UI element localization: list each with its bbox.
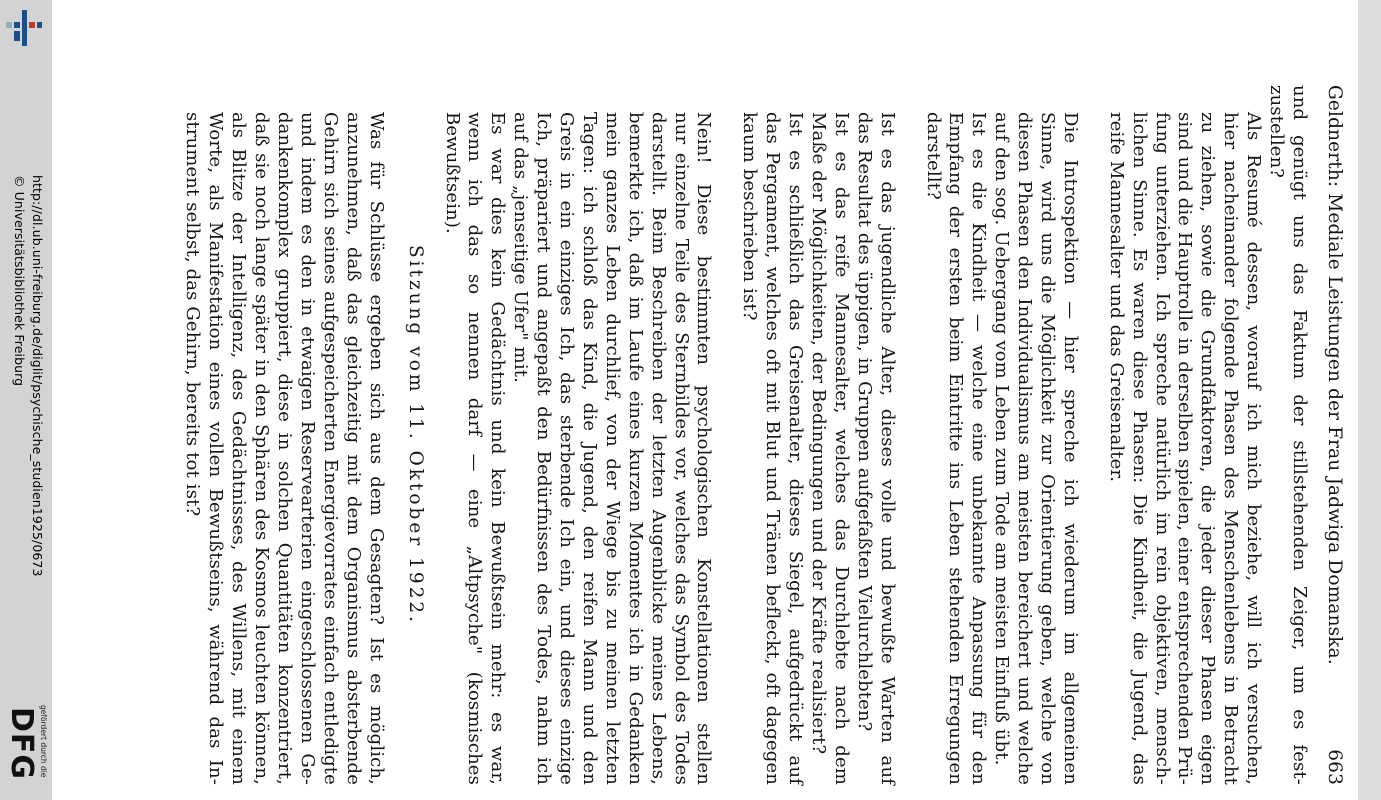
text-line: anzunehmen, daß das gleichzeitig mit dem Organismus absterbende	[342, 112, 364, 785]
paragraph	[1104, 85, 1264, 785]
text-line: daß sie noch lange später in den Sphären des Kosmos leuchten können,	[251, 112, 273, 785]
dfg-logo-text: DFG	[4, 707, 39, 781]
source-url[interactable]	[6, 175, 46, 645]
text-line: mein ganzes Leben durchlief, von der Wiege bis zu meinen letzten	[601, 112, 623, 785]
text-line: auf das „jenseitige Ufer" mit.	[510, 112, 532, 383]
paragraph	[737, 85, 806, 785]
text-line: Ist es schließlich das Greisenalter, dieses Siegel, aufgedrückt auf	[785, 112, 807, 785]
text-line: Ist es die Kindheit — welche eine unbekannte Anpassung für den	[968, 112, 990, 785]
text-line: zu ziehen, sowie die Grundfaktoren, die jeder dieser Phasen eigen	[1197, 112, 1219, 785]
text-line: diesen Phasen den Individualismus am meisten bereichert und welche	[1014, 112, 1036, 785]
text-line: Empfang der ersten beim Eintritte ins Leben stehenden Erregungen	[945, 112, 967, 785]
text-line: hier nacheinander folgende Phasen des Menschenlebens in Betracht	[1220, 112, 1242, 785]
copyright-text: © Universitätsbibliothek Freiburg	[12, 175, 27, 387]
library-logo-icon	[4, 6, 44, 50]
text-line: dankenkomplex gruppiert, diese in solchen Quantitäten konzentriert,	[274, 112, 296, 785]
text-line: Maße der Möglichkeiten, der Bedingungen und der Kräfte realisiert?	[808, 112, 829, 755]
text-line: Ich, präpariert und angepaßt den Bedürfnissen des Todes, nahm ich	[533, 112, 555, 785]
text-line: Bewußtsein).	[441, 112, 463, 234]
text-line: Es war dies kein Gedächtnis und kein Bewußtsein mehr: es war,	[487, 112, 509, 785]
paragraph	[1264, 85, 1310, 785]
text-line: das Resultat des üppigen, in Gruppen aufgefaßten Vielurchlebten?	[853, 112, 875, 732]
text-line: Die Introspektion — hier spreche ich wiederum im allgemeinen	[1059, 112, 1081, 785]
text-line: reife Mannesalter und das Greisenalter.	[1105, 112, 1127, 483]
text-line: Was für Schlüsse ergeben sich aus dem Gesagten? Ist es möglich,	[365, 112, 387, 785]
running-head	[1322, 85, 1345, 785]
paragraph	[181, 85, 387, 785]
text-line: kaum beschrieben ist?	[739, 112, 761, 321]
section-heading: Sitzung vom 11. Oktober 1922.	[404, 244, 426, 626]
paragraph	[989, 85, 1081, 785]
dfg-logo	[4, 705, 48, 795]
paragraph	[852, 85, 898, 785]
source-url-text[interactable]: http://dl.ub.uni-freiburg.de/diglit/psychische_studien1925/0673	[30, 175, 45, 577]
paragraph	[806, 85, 852, 785]
text-line: bemerkte ich, daß im Laufe eines kurzen Momentes ich in Gedanken	[624, 112, 646, 785]
text-line: darstellt. Beim Beschreiben der letzten Augenblicke meines Lebens,	[647, 112, 669, 785]
text-line: das Pergament, welches oft mit Blut und Tränen befleckt, oft dagegen	[762, 112, 784, 785]
text-line: und indem es den in etwaigen Reservearterien eingeschlossenen Ge-	[296, 112, 318, 785]
text-line: Sinne, wird uns die Möglichkeit zur Orientierung geben, welche von	[1037, 112, 1059, 785]
text-line: Ist es das reife Mannesalter, welches das Durchlebte nach dem	[830, 112, 852, 785]
text-line: auf den sog. Uebergang vom Leben zum Tode am meisten Einfluß übt.	[991, 112, 1013, 766]
text-line: Als Resumé dessen, worauf ich mich beziehe, will ich versuchen,	[1243, 112, 1265, 785]
text-line: Tagen: ich schloß das Kind, die Jugend, den reifen Mann und den	[578, 112, 600, 785]
text-line: sind und die Hauptrolle in derselben spielen, einer entsprechenden Prü-	[1174, 112, 1196, 785]
paragraph	[508, 85, 714, 785]
text-line: als Blitze der Intelligenz, des Gedächtnisses, des Willens, mit einem	[228, 112, 250, 785]
scrollbar-track[interactable]	[1358, 0, 1381, 800]
dfg-funding-text: gefördert durch die	[39, 705, 48, 778]
text-line: Worte, als Manifestation eines vollen Bewußtseins, während das In-	[205, 112, 227, 785]
text-line: nur einzelne Teile des Sternbildes vor, welches das Symbol des Todes	[670, 112, 692, 785]
text-line: Nein! Diese bestimmten psychologischen Konstellationen stellen	[693, 112, 715, 785]
text-line: Greis in ein einziges Ich, das sterbende Ich ein, und dieses einzige	[556, 112, 578, 785]
text-line: lichen Sinne. Es waren diese Phasen: Die Kindheit, die Jugend, das	[1128, 112, 1150, 785]
page-number: 663	[1324, 749, 1345, 785]
running-head-title: Geldnerth: Mediale Leistungen der Frau Jadwiga Domanska.	[1324, 85, 1345, 665]
text-line: fung unterziehen. Ich spreche natürlich im rein objektiven, mensch-	[1151, 112, 1173, 785]
text-line: zustellen?	[1266, 85, 1288, 179]
text-line: und genügt uns das Faktum der stillstehenden Zeiger, um es fest-	[1289, 85, 1310, 785]
text-line: wenn ich das so nennen darf — eine „Altpsyche" (kosmisches	[464, 112, 486, 785]
page-scan	[145, 85, 1345, 785]
paragraph	[921, 85, 990, 785]
text-line: Ist es das jugendliche Alter, dieses volle und bewußte Warten auf	[876, 112, 898, 785]
paragraph	[440, 85, 509, 785]
viewer-sidebar	[0, 0, 52, 800]
text-line: strument selbst, das Gehirn, bereits tot ist?	[182, 112, 204, 517]
text-line: Gehirn sich seines aufgespeicherten Energievorrates einfach entledigte	[319, 112, 341, 785]
text-line: darstellt?	[922, 112, 944, 200]
page-text	[181, 85, 1345, 785]
